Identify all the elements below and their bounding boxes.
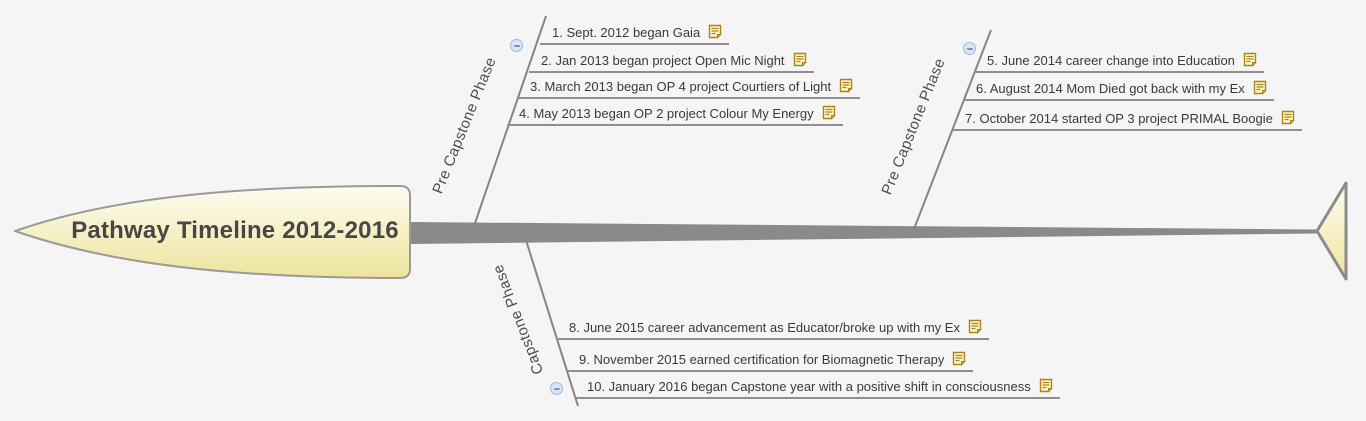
timeline-tail-arrow[interactable]	[1317, 183, 1346, 279]
timeline-item[interactable]	[540, 21, 729, 45]
timeline-item[interactable]	[567, 348, 973, 372]
note-icon[interactable]	[1038, 378, 1054, 394]
timeline-item[interactable]	[518, 75, 860, 99]
timeline-item-label: 6. August 2014 Mom Died got back with my Ex	[976, 80, 1245, 96]
timeline-item[interactable]	[964, 77, 1274, 101]
branch-label-capstone[interactable]: Capstone Phase	[489, 261, 548, 377]
timeline-item-label: 4. May 2013 began OP 2 project Colour My Energy	[519, 105, 814, 121]
note-icon[interactable]	[792, 52, 808, 68]
spine-bar	[410, 222, 1318, 244]
note-icon[interactable]	[838, 78, 854, 94]
timeline-item-label: 1. Sept. 2012 began Gaia	[552, 24, 701, 40]
timeline-item[interactable]	[975, 49, 1264, 73]
timeline-item-label: 8. June 2015 career advancement as Educator/broke up with my Ex	[569, 319, 960, 335]
timeline-item[interactable]	[953, 107, 1302, 131]
timeline-item-label: 3. March 2013 began OP 4 project Courtiers of Light	[530, 78, 832, 94]
note-icon[interactable]	[1242, 52, 1258, 68]
timeline-item-label: 9. November 2015 earned certification for Biomagnetic Therapy	[579, 351, 945, 367]
timeline-item[interactable]	[507, 102, 843, 126]
branch-label-pre-capstone-2[interactable]: Pre Capstone Phase	[878, 55, 949, 198]
note-icon[interactable]	[1280, 110, 1296, 126]
branch-label-pre-capstone-1[interactable]: Pre Capstone Phase	[429, 54, 500, 197]
note-icon[interactable]	[951, 351, 967, 367]
note-icon[interactable]	[707, 24, 723, 40]
timeline-title[interactable]: Pathway Timeline 2012-2016	[71, 217, 399, 244]
minus-icon[interactable]	[510, 39, 523, 52]
timeline-item[interactable]	[575, 375, 1060, 399]
timeline-item[interactable]	[529, 49, 814, 73]
timeline-item[interactable]	[557, 316, 989, 340]
note-icon[interactable]	[821, 105, 837, 121]
note-icon[interactable]	[967, 319, 983, 335]
timeline-item-label: 7. October 2014 started OP 3 project PRIMAL Boogie	[965, 110, 1273, 126]
timeline-item-label: 10. January 2016 began Capstone year with a positive shift in consciousness	[587, 378, 1031, 394]
timeline-item-label: 2. Jan 2013 began project Open Mic Night	[541, 52, 785, 68]
timeline-item-label: 5. June 2014 career change into Education	[987, 52, 1235, 68]
note-icon[interactable]	[1252, 80, 1268, 96]
minus-icon[interactable]	[550, 382, 563, 395]
